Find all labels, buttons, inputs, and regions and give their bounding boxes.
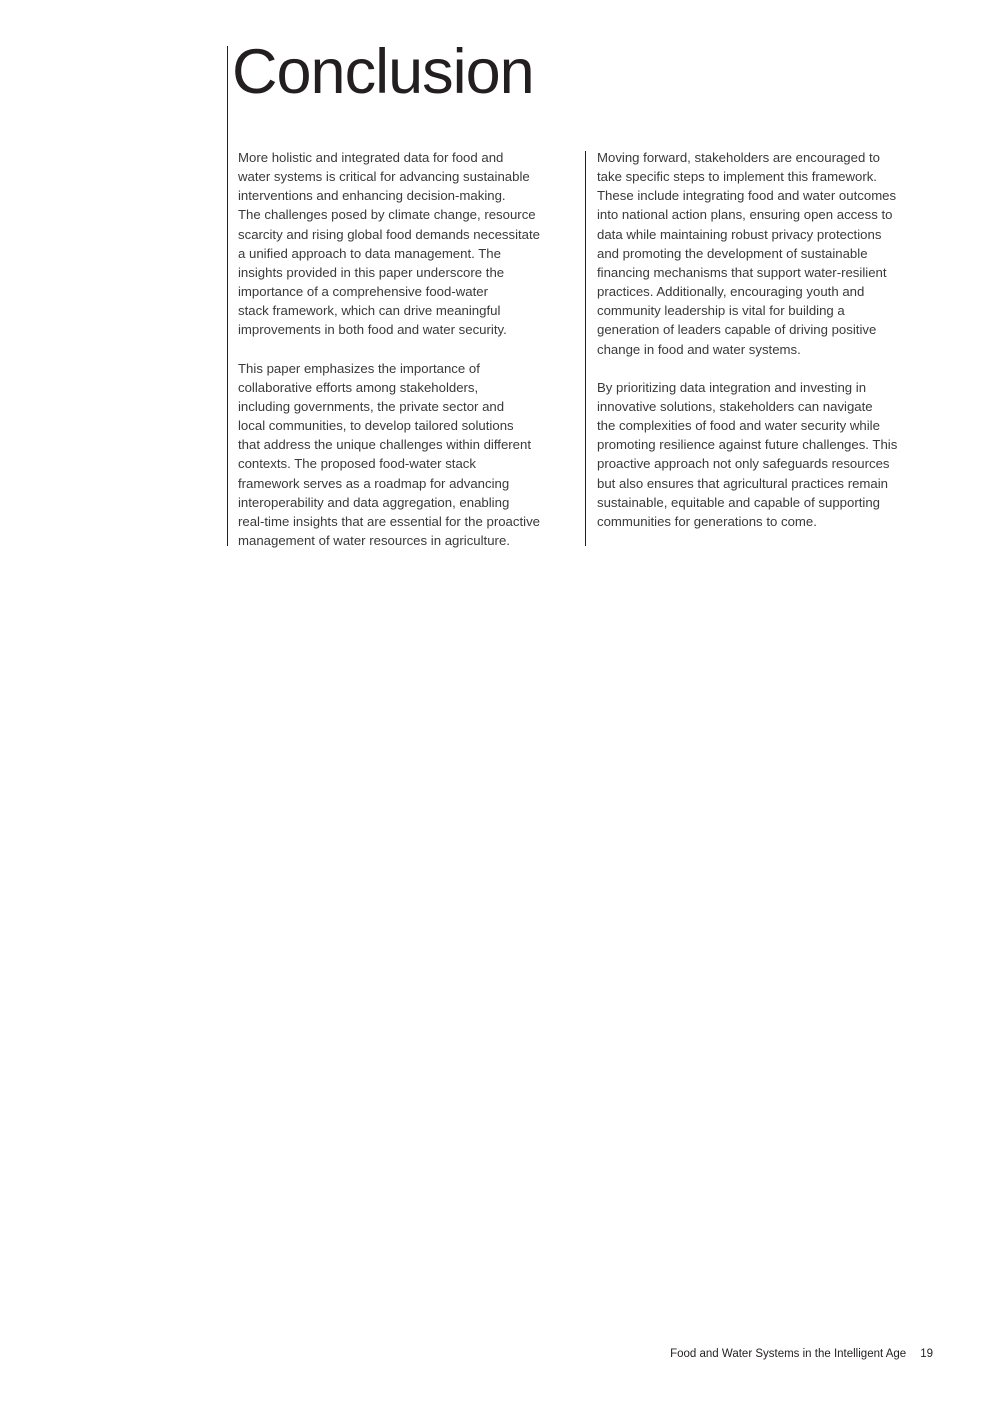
text-line: Moving forward, stakeholders are encouraged to — [597, 150, 880, 165]
left-column — [238, 148, 578, 569]
text-line: real-time insights that are essential for the proactive — [238, 513, 540, 529]
text-line: but also ensures that agricultural practices remain — [597, 475, 889, 491]
text-line: and promoting the development of sustainable — [597, 245, 868, 261]
text-line: collaborative efforts among stakeholders, — [238, 379, 479, 395]
text-line: take specific steps to implement this framework. — [597, 169, 877, 185]
text-line: More holistic and integrated data for food and — [238, 150, 504, 165]
text-line: water systems is critical for advancing sustainable — [238, 169, 530, 185]
left-paragraph-1 — [238, 148, 578, 340]
text-line: generation of leaders capable of driving positive — [597, 322, 877, 338]
right-paragraph-2 — [597, 378, 937, 531]
text-line: framework serves as a roadmap for advancing — [238, 475, 510, 491]
text-line: communities for generations to come. — [597, 513, 817, 529]
text-line: the complexities of food and water security while — [597, 418, 880, 434]
text-line: interventions and enhancing decision-making. — [238, 188, 506, 204]
page-number: 19 — [920, 1348, 933, 1360]
text-line: insights provided in this paper underscore the — [238, 264, 505, 280]
text-line: into national action plans, ensuring open access to — [597, 207, 893, 223]
column-divider — [585, 151, 586, 546]
text-line: promoting resilience against future challenges. This — [597, 437, 898, 453]
text-line: a unified approach to data management. The — [238, 245, 501, 261]
text-line: local communities, to develop tailored solutions — [238, 418, 514, 434]
text-line: interoperability and data aggregation, enabling — [238, 494, 510, 510]
text-line: proactive approach not only safeguards resources — [597, 456, 890, 472]
text-line: The challenges posed by climate change, resource — [238, 207, 536, 223]
text-line: stack framework, which can drive meaningful — [238, 303, 501, 319]
left-paragraph-2 — [238, 359, 578, 551]
text-line: management of water resources in agriculture. — [238, 533, 510, 549]
text-line: scarcity and rising global food demands necessitate — [238, 226, 541, 242]
right-column — [597, 148, 937, 550]
right-paragraph-1 — [597, 148, 937, 359]
page-footer — [600, 1346, 933, 1362]
text-line: importance of a comprehensive food-water — [238, 284, 488, 300]
text-line: contexts. The proposed food-water stack — [238, 456, 476, 472]
heading-rule — [227, 46, 228, 546]
text-line: These include integrating food and water outcomes — [597, 188, 897, 204]
text-line: community leadership is vital for building a — [597, 303, 845, 319]
text-line: This paper emphasizes the importance of — [238, 360, 480, 376]
footer-report-title: Food and Water Systems in the Intelligent Age — [670, 1348, 907, 1360]
text-line: data while maintaining robust privacy protections — [597, 226, 882, 242]
text-line: By prioritizing data integration and investing in — [597, 379, 867, 395]
text-line: practices. Additionally, encouraging youth and — [597, 284, 865, 300]
text-line: innovative solutions, stakeholders can navigate — [597, 399, 873, 415]
page-title: Conclusion — [232, 37, 534, 107]
text-line: improvements in both food and water security. — [238, 322, 507, 338]
text-line: including governments, the private sector and — [238, 399, 505, 415]
text-line: that address the unique challenges within different — [238, 437, 532, 453]
text-line: financing mechanisms that support water-resilient — [597, 264, 887, 280]
text-line: sustainable, equitable and capable of supporting — [597, 494, 881, 510]
text-line: change in food and water systems. — [597, 341, 801, 357]
